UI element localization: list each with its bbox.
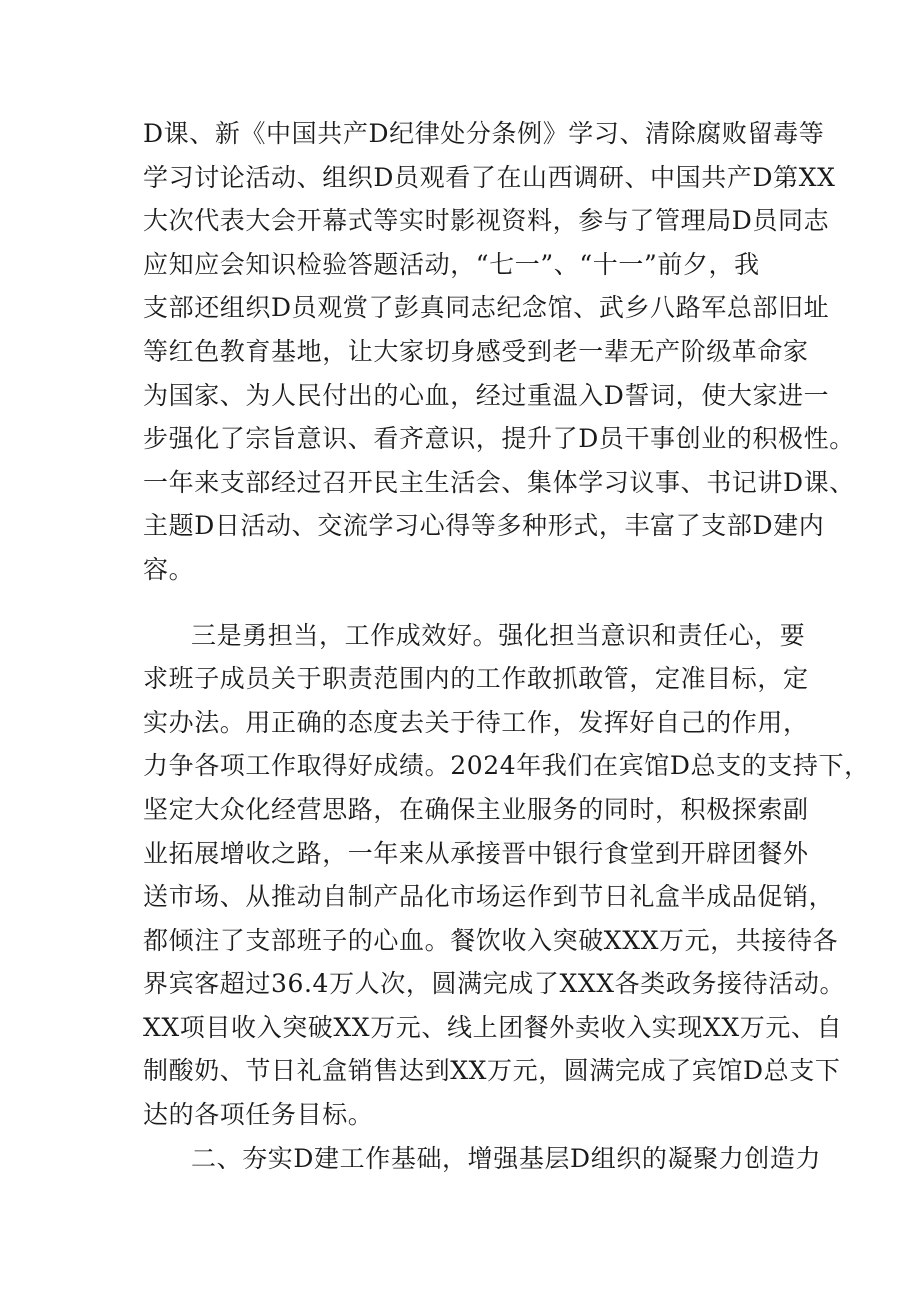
text-line: 主题D日活动、交流学习心得等多种形式，丰富了支部D建内	[143, 511, 825, 541]
text-line: D课、新《中国共产D纪律处分条例》学习、清除腐败留毒等	[143, 119, 825, 148]
text-line: 力争各项工作取得好成绩。2024年我们在宾馆D总支的支持下，	[143, 751, 870, 781]
text-line: 都倾注了支部班子的心血。餐饮收入突破XXX万元，共接待各	[143, 925, 839, 955]
text-line: 学习讨论活动、组织D员观看了在山西调研、中国共产D第XX	[143, 162, 836, 192]
text-line: 坚定大众化经营思路，在确保主业服务的同时，积极探索副	[143, 794, 809, 824]
text-line: 为国家、为人民付出的心血，经过重温入D誓词，使大家进一	[143, 380, 830, 410]
paragraph-responsibility	[143, 614, 870, 1137]
text-line: 送市场、从推动自制产品化市场运作到节日礼盒半成品促销，	[143, 882, 835, 912]
text-line: 达的各项任务目标。	[143, 1100, 374, 1130]
text-line: 界宾客超过36.4万人次，圆满完成了XXX各类政务接待活动。	[143, 969, 846, 999]
text-line: 求班子成员关于职责范围内的工作敢抓敢管，定准目标，定	[143, 664, 809, 694]
text-line: 应知应会知识检验答题活动，“七一”、“十一”前夕，我	[143, 249, 760, 279]
document-body	[143, 112, 870, 1180]
paragraph-spacer	[143, 592, 793, 614]
text-line: 容。	[143, 554, 195, 584]
text-line: 等红色教育基地，让大家切身感受到老一辈无产阶级革命家	[143, 336, 809, 366]
text-line: 大次代表大会开幕式等实时影视资料，参与了管理局D员同志	[143, 206, 830, 236]
text-line: 实办法。用正确的态度去关于待工作，发挥好自己的作用，	[143, 707, 809, 737]
text-line: 支部还组织D员观赏了彭真同志纪念馆、武乡八路军总部旧址	[143, 293, 830, 323]
text-line: 一年来支部经过召开民主生活会、集体学习议事、书记讲D课、	[143, 467, 855, 497]
text-line-first: 三是勇担当，工作成效好。强化担当意识和责任心，要	[191, 620, 806, 650]
text-line: 步强化了宗旨意识、看齐意识，提升了D员干事创业的积极性。	[143, 424, 855, 454]
section-heading-party-foundation	[143, 1137, 822, 1181]
text-line: XX项目收入突破XX万元、线上团餐外卖收入实现XX万元、自	[143, 1012, 843, 1042]
section-heading: 二、夯实D建工作基础，增强基层D组织的凝聚力创造力	[191, 1143, 822, 1173]
text-line: 业拓展增收之路，一年来从承接晋中银行食堂到开辟团餐外	[143, 838, 809, 868]
text-line: 制酸奶、节日礼盒销售达到XX万元，圆满完成了宾馆D总支下	[143, 1056, 841, 1086]
paragraph-party-activities	[143, 112, 855, 592]
